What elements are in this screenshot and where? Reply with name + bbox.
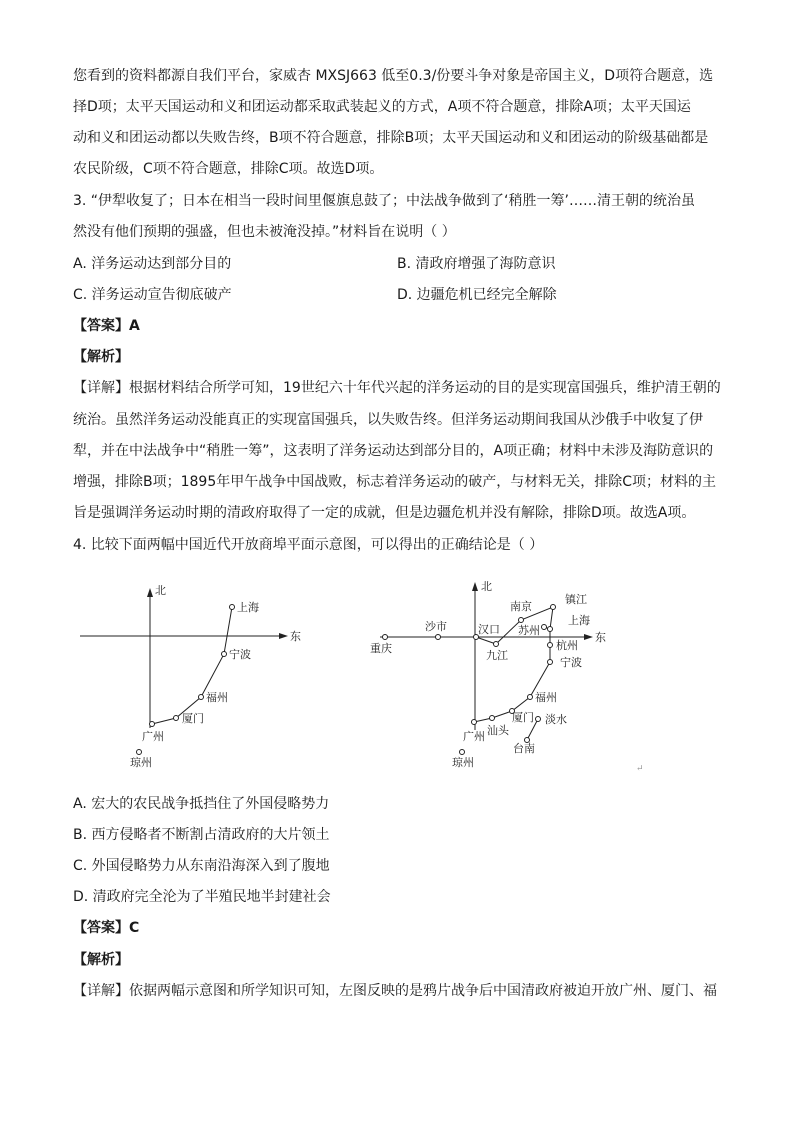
right-map-point-qiongzhou bbox=[460, 750, 465, 755]
q3-option-c: C. 洋务运动宣告彻底破产 bbox=[73, 287, 232, 303]
right-map-point-jiujiang bbox=[494, 642, 499, 647]
right-map-label-xiamen: 厦门 bbox=[512, 711, 534, 724]
right-map-label-qiongzhou: 琼州 bbox=[452, 756, 474, 769]
right-map-label-danshui: 淡水 bbox=[545, 713, 567, 726]
right-map-point-suzhou bbox=[542, 625, 547, 630]
right-map-point-fuzhou bbox=[528, 695, 533, 700]
q3-detail-line-5: 旨是强调洋务运动时期的清政府取得了一定的成就，但是边疆危机并没有解除，排除D项。故选A项。 bbox=[73, 505, 696, 521]
left-map-label-ningbo: 宁波 bbox=[229, 648, 251, 661]
right-map-point-shashi bbox=[436, 635, 441, 640]
q3-option-a: A. 洋务运动达到部分目的 bbox=[73, 256, 232, 272]
q4-option-d: D. 清政府完全沦为了半殖民地半封建社会 bbox=[73, 889, 331, 905]
q4-option-a: A. 宏大的农民战争抵挡住了外国侵略势力 bbox=[73, 796, 330, 812]
q3-option-b: B. 清政府增强了海防意识 bbox=[397, 256, 556, 272]
right-map-label-chongqing: 重庆 bbox=[370, 642, 392, 655]
q3-analysis-label: 【解析】 bbox=[73, 349, 129, 365]
right-map-east-arrow bbox=[584, 634, 593, 640]
left-map-north-label: 北 bbox=[155, 584, 166, 597]
right-map-label-zhenjiang: 镇江 bbox=[565, 593, 587, 606]
right-map-north-arrow bbox=[472, 582, 478, 591]
right-map-point-hangzhou bbox=[548, 643, 553, 648]
q3-answer: 【答案】A bbox=[73, 318, 140, 334]
right-map-east-label: 东 bbox=[595, 631, 606, 644]
q3-stem-line-2: 然没有他们预期的强盛，但也未被淹没掉。”材料旨在说明（ ） bbox=[73, 224, 456, 240]
right-map-label-shantou: 汕头 bbox=[487, 724, 509, 737]
q3-detail-line-1: 【详解】根据材料结合所学可知，19世纪六十年代兴起的洋务运动的目的是实现富国强兵，维护清王朝的 bbox=[73, 380, 721, 396]
right-map-label-tainan: 台南 bbox=[513, 742, 535, 755]
left-map-label-xiamen: 厦门 bbox=[182, 712, 204, 725]
left-map-label-shanghai: 上海 bbox=[237, 601, 259, 614]
right-map-north-label: 北 bbox=[481, 580, 492, 593]
right-map-point-ningbo bbox=[548, 660, 553, 665]
q3-detail-line-2: 统治。虽然洋务运动没能真正的实现富国强兵，以失败告终。但洋务运动期间我国从沙俄手中收复了伊 bbox=[73, 412, 703, 428]
right-map-point-zhenjiang bbox=[551, 605, 556, 610]
right-map-label-guangzhou: 广州 bbox=[463, 730, 485, 743]
right-map-point-danshui bbox=[536, 717, 541, 722]
intro-line-3: 动和义和团运动都以失败告终，B项不符合题意，排除B项；太平天国运动和义和团运动的阶级基础都是 bbox=[73, 130, 709, 146]
q4-option-b: B. 西方侵略者不断割占清政府的大片领土 bbox=[73, 827, 330, 843]
left-map-label-qiongzhou: 琼州 bbox=[130, 756, 152, 769]
q3-stem-line-1: 3. “伊犁收复了；日本在相当一段时间里偃旗息鼓了；中法战争做到了‘稍胜一筹’……清王朝的统治虽 bbox=[73, 193, 695, 209]
right-map-label-jiujiang: 九江 bbox=[486, 649, 508, 662]
left-map-label-guangzhou: 广州 bbox=[142, 730, 164, 743]
q4-option-c: C. 外国侵略势力从东南沿海深入到了腹地 bbox=[73, 858, 330, 874]
q4-answer: 【答案】C bbox=[73, 920, 140, 936]
q4-stem: 4. 比较下面两幅中国近代开放商埠平面示意图，可以得出的正确结论是（ ） bbox=[73, 537, 544, 553]
q4-detail-line-1: 【详解】依据两幅示意图和所学知识可知，左图反映的是鸦片战争后中国清政府被迫开放广州、厦门、福 bbox=[73, 983, 717, 999]
right-map-label-shanghai: 上海 bbox=[568, 614, 590, 627]
right-map-label-hangzhou: 杭州 bbox=[556, 639, 578, 652]
right-map-point-nanjing bbox=[519, 618, 524, 623]
left-map-label-fuzhou: 福州 bbox=[206, 691, 228, 704]
q3-option-d: D. 边疆危机已经完全解除 bbox=[397, 287, 557, 303]
right-map-label-nanjing: 南京 bbox=[510, 600, 532, 613]
right-map-point-chongqing bbox=[383, 635, 388, 640]
right-map-label-ningbo: 宁波 bbox=[560, 656, 582, 669]
right-map-label-hankou: 汉口 bbox=[478, 623, 500, 636]
right-map-label-shashi: 沙市 bbox=[425, 620, 447, 633]
right-map-label-fuzhou: 福州 bbox=[535, 691, 557, 704]
left-map-east-label: 东 bbox=[290, 630, 301, 643]
intro-line-4: 农民阶级，C项不符合题意，排除C项。故选D项。 bbox=[73, 161, 384, 177]
intro-line-1: 您看到的资料都源自我们平台，家威杏 MXSJ663 低至0.3/份要斗争对象是帝国主义，D项符合题意，选 bbox=[73, 68, 714, 84]
right-map-label-suzhou: 苏州 bbox=[518, 624, 540, 637]
q3-detail-line-3: 犁，并在中法战争中“稍胜一筹”，这表明了洋务运动达到部分目的，A项正确；材料中未涉及海防意识的 bbox=[73, 443, 714, 459]
paragraph-mark-icon: ↵ bbox=[636, 764, 644, 774]
right-map-point-shanghai bbox=[548, 627, 553, 632]
q3-detail-line-4: 增强，排除B项；1895年甲午战争中国战败，标志着洋务运动的破产，与材料无关，排除C项；材料的主 bbox=[73, 474, 717, 490]
q4-analysis-label: 【解析】 bbox=[73, 952, 129, 968]
right-map-point-guangzhou bbox=[472, 720, 477, 725]
right-map-point-shantou bbox=[490, 716, 495, 721]
intro-line-2: 择D项；太平天国运动和义和团运动都采取武装起义的方式，A项不符合题意，排除A项；太平天国运 bbox=[73, 99, 691, 115]
